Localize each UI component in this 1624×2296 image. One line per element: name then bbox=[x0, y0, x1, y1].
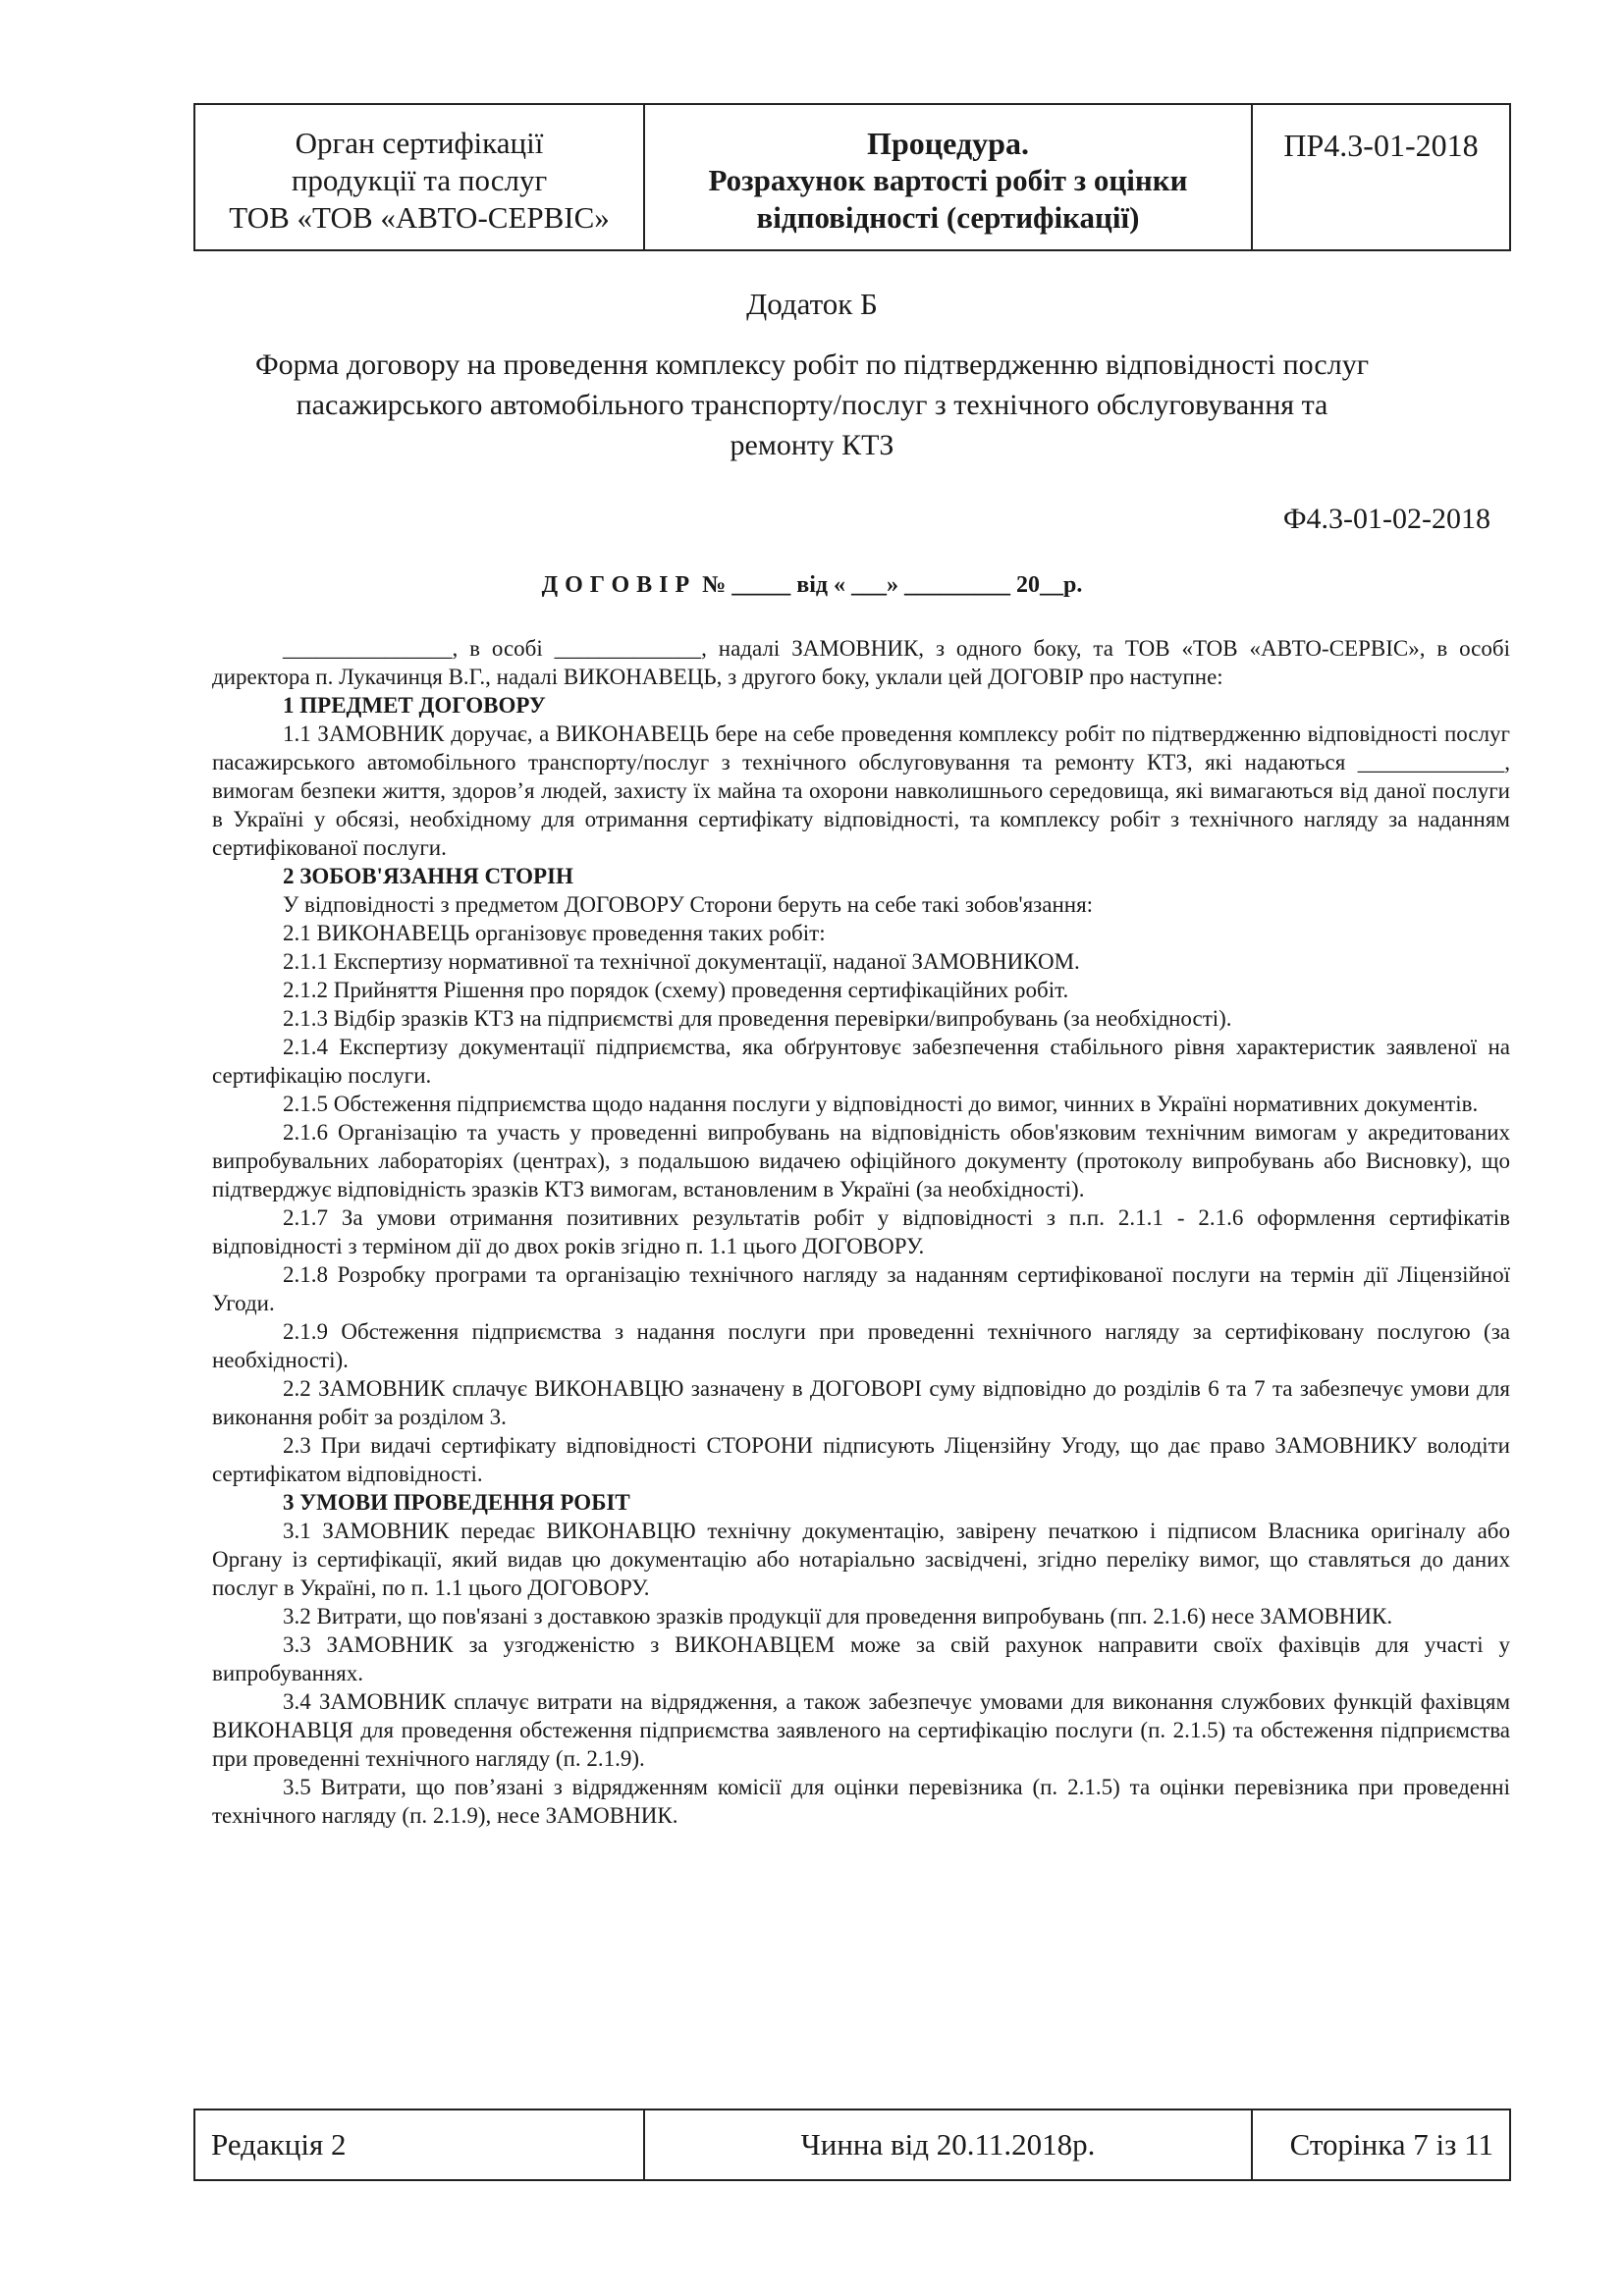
contract-paragraph: 1.1 ЗАМОВНИК доручає, а ВИКОНАВЕЦЬ бере на себе проведення комплексу робіт по підтвердженню відповідності послуг пасажирського автомобільного транспорту/послуг з технічного обслуговування та ремонту КТЗ, які надаються _____________, вимогам безпеки життя, здоров’я людей, захисту їх майна та охорони навколишнього середовища, які вимагаються від даної послуги в Україні у обсязі, необхідному для отримання сертифікату відповідності, та комплексу робіт з технічного нагляду за наданням сертифікованої послуги. bbox=[212, 721, 1510, 860]
form-title-line-2: пасажирського автомобільного транспорту/послуг з технічного обслуговування та bbox=[296, 389, 1328, 421]
contract-heading-number: № _____ від « ___» _________ 20__р. bbox=[702, 572, 1083, 598]
valid-from-cell bbox=[644, 2109, 1252, 2180]
contract-heading-word: ДОГОВІР bbox=[541, 572, 697, 598]
edition-cell bbox=[194, 2109, 644, 2180]
contract-paragraph: 2.1.4 Експертизу документації підприємства, яка обґрунтовує забезпечення стабільного рівня характеристик заявленої на сертифікацію послуги. bbox=[212, 1035, 1510, 1088]
contract-body bbox=[212, 634, 1510, 1830]
contract-paragraph: 3.2 Витрати, що пов'язані з доставкою зразків продукції для проведення випробувань (пп. 2.1.6) несе ЗАМОВНИК. bbox=[283, 1604, 1393, 1629]
appendix-label: Додаток Б bbox=[746, 287, 878, 321]
contract-paragraph: 2.1 ВИКОНАВЕЦЬ організовує проведення таких робіт: bbox=[283, 921, 826, 945]
contract-paragraph: У відповідності з предметом ДОГОВОРУ Сторони беруть на себе такі зобов'язання: bbox=[283, 892, 1094, 917]
procedure-title-cell bbox=[644, 104, 1252, 250]
page-number-label: Сторінка 7 із 11 bbox=[1289, 2127, 1493, 2162]
document-header-table bbox=[193, 103, 1511, 251]
form-title bbox=[196, 345, 1428, 465]
form-title-line-1: Форма договору на проведення комплексу робіт по підтвердженню відповідності послуг bbox=[254, 348, 1369, 381]
contract-paragraph: 2.1.7 За умови отримання позитивних результатів робіт у відповідності з п.п. 2.1.1 - 2.1.6 оформлення сертифікатів відповідності з терміном дії до двох років згідно п. 1.1 цього ДОГОВОРУ. bbox=[212, 1205, 1510, 1258]
contract-paragraph: 3.3 ЗАМОВНИК за узгодженістю з ВИКОНАВЦЕМ може за свій рахунок направити своїх фахівців для участі у випробуваннях. bbox=[212, 1632, 1510, 1685]
org-line-2: продукції та послуг bbox=[291, 163, 548, 197]
edition-label: Редакція 2 bbox=[211, 2127, 347, 2162]
section-heading: 3 УМОВИ ПРОВЕДЕННЯ РОБІТ bbox=[283, 1490, 630, 1515]
contract-paragraph: 2.1.5 Обстеження підприємства щодо надання послуги у відповідності до вимог, чинних в Україні нормативних документів. bbox=[283, 1092, 1479, 1116]
procedure-title-line-1: Процедура. bbox=[867, 126, 1029, 161]
valid-from-label: Чинна від 20.11.2018р. bbox=[800, 2127, 1096, 2162]
section-heading: 1 ПРЕДМЕТ ДОГОВОРУ bbox=[283, 693, 546, 718]
document-footer-table bbox=[193, 2109, 1511, 2181]
procedure-code: ПР4.3-01-2018 bbox=[1283, 128, 1479, 163]
contract-paragraph: 2.1.3 Відбір зразків КТЗ на підприємстві для проведення перевірки/випробувань (за необхідності). bbox=[283, 1006, 1232, 1031]
contract-paragraph: 3.1 ЗАМОВНИК передає ВИКОНАВЦЮ технічну документацію, завірену печаткою і підписом Власника оригіналу або Органу із сертифікації, який видав цю документацію або нотаріально засвідчені, згідно переліку вимог, що ставляться до даних послуг в Україні, по п. 1.1 цього ДОГОВОРУ. bbox=[212, 1519, 1510, 1600]
procedure-title-line-3: відповідності (сертифікації) bbox=[756, 200, 1140, 235]
contract-paragraph: 2.1.8 Розробку програми та організацію технічного нагляду за наданням сертифікованої послуги на термін дії Ліцензійної Угоди. bbox=[212, 1262, 1510, 1315]
form-code: Ф4.3-01-02-2018 bbox=[1282, 503, 1490, 535]
contract-paragraph: 2.1.6 Організацію та участь у проведенні випробувань на відповідність обов'язковим технічним вимогам у акредитованих випробувальних лабораторіях (центрах), з подальшою видачею офіційного документу (протоколу випробувань або Висновку), що підтверджує відповідність зразків КТЗ вимогам, встановленим в Україні (за необхідності). bbox=[212, 1120, 1510, 1201]
contract-paragraph: 2.1.1 Експертизу нормативної та технічної документації, наданої ЗАМОВНИКОМ. bbox=[283, 949, 1080, 974]
contract-paragraph: 2.2 ЗАМОВНИК сплачує ВИКОНАВЦЮ зазначену в ДОГОВОРІ суму відповідно до розділів 6 та 7 та забезпечує умови для виконання робіт за розділом 3. bbox=[212, 1376, 1510, 1429]
certification-body-cell bbox=[194, 104, 644, 250]
contract-paragraph: 2.1.9 Обстеження підприємства з надання послуги при проведенні технічного нагляду за сертифіковану послугою (за необхідності). bbox=[212, 1319, 1510, 1372]
page-number-cell bbox=[1252, 2109, 1510, 2180]
org-line-1: Орган сертифікації bbox=[295, 126, 544, 160]
procedure-code-cell bbox=[1252, 104, 1510, 250]
contract-paragraph: 2.3 При видачі сертифікату відповідності СТОРОНИ підписують Ліцензійну Угоду, що дає право ЗАМОВНИКУ володіти сертифікатом відповідності. bbox=[212, 1433, 1510, 1486]
contract-heading bbox=[196, 572, 1428, 599]
contract-paragraph: 3.5 Витрати, що пов’язані з відрядженням комісії для оцінки перевізника (п. 2.1.5) та оцінки перевізника при проведенні технічного нагляду (п. 2.1.9), несе ЗАМОВНИК. bbox=[212, 1775, 1510, 1828]
form-title-line-3: ремонту КТЗ bbox=[730, 429, 894, 461]
procedure-title-line-2: Розрахунок вартості робіт з оцінки bbox=[708, 163, 1188, 197]
contract-paragraph: 2.1.2 Прийняття Рішення про порядок (схему) проведення сертифікаційних робіт. bbox=[283, 978, 1069, 1002]
section-heading: 2 ЗОБОВ'ЯЗАННЯ СТОРІН bbox=[283, 864, 573, 888]
org-line-3: ТОВ «ТОВ «АВТО-СЕРВІС» bbox=[229, 200, 610, 235]
contract-paragraph: 3.4 ЗАМОВНИК сплачує витрати на відрядження, а також забезпечує умовами для виконання службових функцій фахівцям ВИКОНАВЦЯ для проведення обстеження підприємства заявленого на сертифікацію послуги (п. 2.1.5) та обстеження підприємства при проведенні технічного нагляду (п. 2.1.9). bbox=[212, 1689, 1510, 1771]
contract-paragraph: _______________, в особі _____________, надалі ЗАМОВНИК, з одного боку, та ТОВ «ТОВ «АВТО-СЕРВІС», в особі директора п. Лукачинця В.Г., надалі ВИКОНАВЕЦЬ, з другого боку, уклали цей ДОГОВІР про наступне: bbox=[212, 636, 1510, 689]
